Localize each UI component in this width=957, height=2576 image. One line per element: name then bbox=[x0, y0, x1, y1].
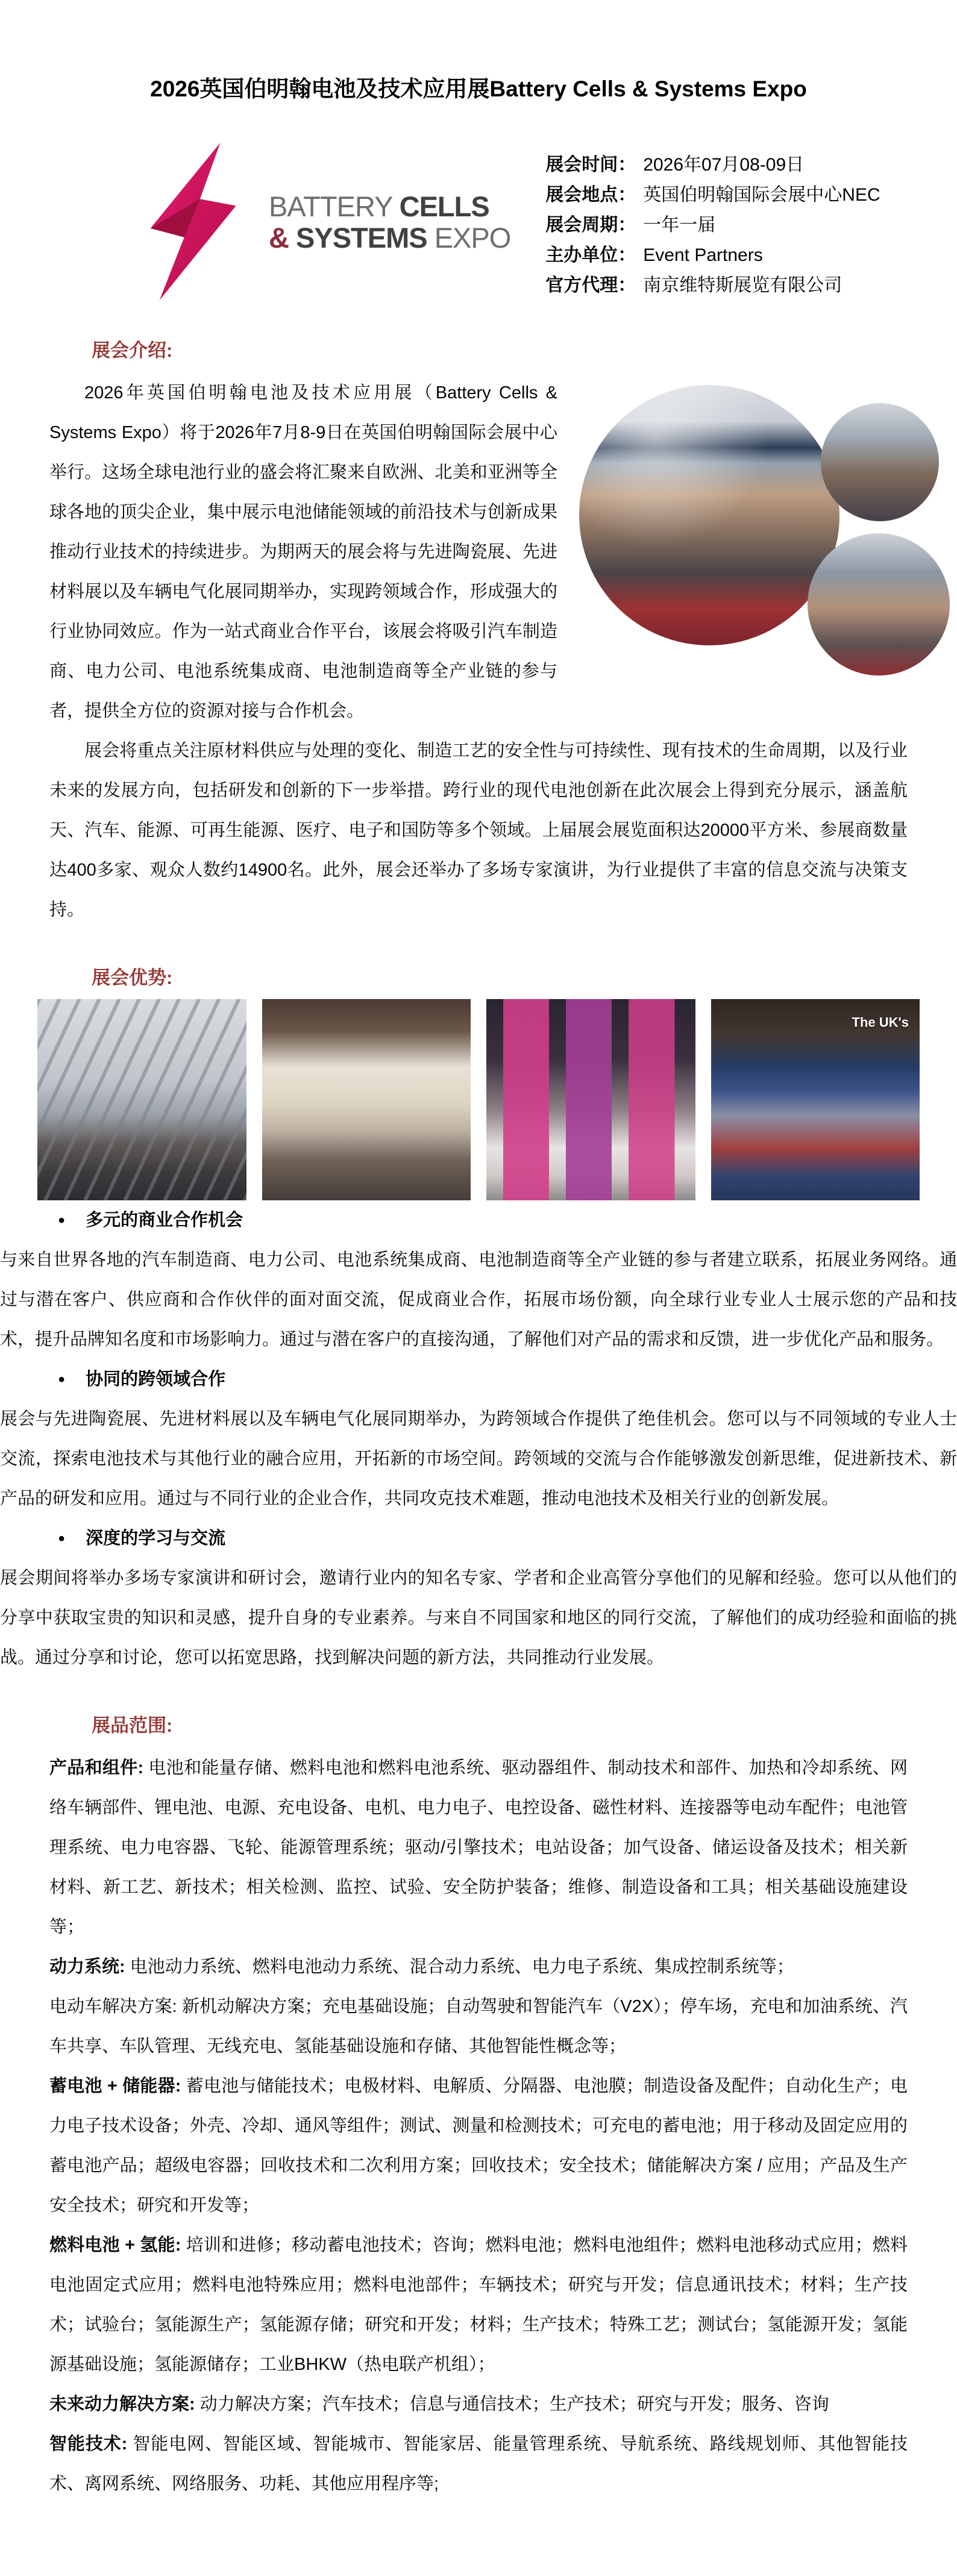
header bbox=[136, 143, 921, 302]
logo-word-battery: BATTERY bbox=[269, 190, 392, 222]
info-value-cycle: 一年一届 bbox=[643, 215, 716, 235]
section-heading-intro: 展会介绍: bbox=[92, 339, 173, 361]
advantage-title-text-3: 深度的学习与交流 bbox=[86, 1528, 226, 1548]
info-row-cycle bbox=[545, 210, 880, 240]
scope-label-ev-solutions: 电动车解决方案: bbox=[49, 1996, 177, 2016]
advantage-body-3: 展会期间将举办多场专家演讲和研讨会，邀请行业内的知名专家、学者和企业高管分享他们的见解和经验。您可以从他们的分享中获取宝贵的知识和灵感，提升自身的专业素养。与来自不同国家和地区的同行交流，了解他们的成功经验和面临的挑战。通过分享和讨论，您可以拓宽思路，找到解决问题的新方法，共同推动行业发展。 bbox=[0, 1568, 957, 1667]
crowd-photo-circle-small-top bbox=[821, 403, 939, 521]
scope-text-storage: 蓄电池与储能技术；电极材料、电解质、分隔器、电池膜；制造设备及配件；自动化生产；电力电子技术设备；外壳、冷却、通风等组件；测试、测量和检测技术；可充电的蓄电池；用于移动及固定应用的蓄电池产品；超级电容器；回收技术和二次利用方案；回收技术；安全技术；储能解决方案 / 应用；产品及生产安全技术；研究和开发等； bbox=[49, 2076, 908, 2215]
scope-text-products: 电池和能量存储、燃料电池和燃料电池系统、驱动器组件、制动技术和部件、加热和冷却系统、网络车辆部件、锂电池、电源、充电设备、电机、电力电子、电控设备、磁性材料、连接器等电动车配件；电池管理系统、电力电容器、飞轮、能源管理系统；驱动/引擎技术；电站设备；加气设备、储运设备及技术；相关新材料、新工艺、新技术；相关检测、监控、试验、安全防护装备；维修、制造设备和工具；相关基础设施建设等； bbox=[49, 1758, 908, 1937]
logo-wordmark bbox=[269, 191, 510, 254]
section-heading-advantages: 展会优势: bbox=[92, 967, 173, 988]
scope-text-smart-tech: 智能电网、智能区域、智能城市、智能家居、能量管理系统、导航系统、路线规划师、其他智能技术、离网系统、网络服务、功耗、其他应用程序等; bbox=[49, 2434, 908, 2493]
info-row-date bbox=[545, 150, 880, 180]
info-value-organizer: Event Partners bbox=[643, 245, 763, 265]
info-list bbox=[545, 150, 880, 301]
scope-label-storage: 蓄电池 + 储能器: bbox=[49, 2076, 181, 2096]
advantage-title-3 bbox=[49, 1518, 908, 1558]
scope-label-future-power: 未来动力解决方案: bbox=[49, 2394, 195, 2414]
bullet-icon: ● bbox=[58, 1213, 66, 1227]
intro-paragraph-2: 展会将重点关注原材料供应与处理的变化、制造工艺的安全性与可持续性、现有技术的生命周期，以及行业未来的发展方向，包括研发和创新的下一步举措。跨行业的现代电池创新在此次展会上得到充分展示，涵盖航天、汽车、能源、可再生能源、医疗、电子和国防等多个领域。上届展会展览面积达20000平方米、参展商数量达400多家、观众人数约14900名。此外，展会还举办了多场专家演讲，为行业提供了丰富的信息交流与决策支持。 bbox=[49, 741, 908, 920]
scope-text-fuelcell: 培训和进修；移动蓄电池技术；咨询；燃料电池；燃料电池组件；燃料电池移动式应用；燃料电池固定式应用；燃料电池特殊应用；燃料电池部件；车辆技术；研究与开发；信息通讯技术；材料；生产技术；试验台；氢能源生产；氢能源存储；研究和开发；材料；生产技术；特殊工艺；测试台；氢能源开发；氢能源基础设施；氢能源储存；工业BHKW（热电联产机组）； bbox=[49, 2235, 908, 2374]
advantage-item-3 bbox=[0, 1518, 957, 1678]
advantage-title-text-2: 协同的跨领域合作 bbox=[86, 1369, 226, 1389]
info-label-organizer: 主办单位： bbox=[545, 245, 636, 265]
scope-paragraph-products bbox=[49, 1748, 908, 1947]
crowd-photo-circle-small-bottom bbox=[808, 533, 950, 675]
logo-word-systems: SYSTEMS bbox=[296, 222, 427, 254]
advantage-item-1 bbox=[0, 1200, 957, 1359]
lightning-bolt-icon bbox=[136, 143, 253, 302]
crowd-photo-circle-large bbox=[579, 385, 839, 645]
bullet-icon: ● bbox=[58, 1531, 66, 1545]
bullet-icon: ● bbox=[58, 1372, 66, 1386]
bottom-whitespace bbox=[0, 2504, 957, 2576]
photo-panel-discussion bbox=[486, 999, 695, 1200]
intro-photo-cluster bbox=[579, 375, 908, 657]
advantage-body-2: 展会与先进陶瓷展、先进材料展以及车辆电气化展同期举办，为跨领域合作提供了绝佳机会。您可以与不同领域的专业人士交流，探索电池技术与其他行业的融合应用，开拓新的市场空间。跨领域的交流与合作能够激发创新思维，促进新技术、新产品的研发和应用。通过与不同行业的企业合作，共同攻克技术难题，推动电池技术及相关行业的创新发展。 bbox=[0, 1409, 957, 1508]
scope-section bbox=[49, 1748, 908, 2504]
logo-word-cells: CELLS bbox=[399, 190, 489, 222]
info-value-agent: 南京维特斯展览有限公司 bbox=[643, 275, 842, 295]
scope-label-products: 产品和组件: bbox=[49, 1758, 144, 1778]
scope-paragraph-fuelcell bbox=[49, 2225, 908, 2384]
scope-label-fuelcell: 燃料电池 + 氢能: bbox=[49, 2235, 181, 2255]
info-row-organizer bbox=[545, 240, 880, 271]
scope-text-future-power: 动力解决方案；汽车技术；信息与通信技术；生产技术；研究与开发；服务、咨询 bbox=[195, 2394, 829, 2414]
advantage-title-2 bbox=[49, 1359, 908, 1399]
scope-text-powertrain: 电池动力系统、燃料电池动力系统、混合动力系统、电力电子系统、集成控制系统等； bbox=[125, 1957, 794, 1976]
logo-word-expo: EXPO bbox=[434, 222, 511, 254]
info-label-venue: 展会地点： bbox=[545, 184, 636, 205]
photo-caption-text: The UK's bbox=[852, 1014, 909, 1030]
scope-paragraph-future-power bbox=[49, 2384, 908, 2424]
info-label-cycle: 展会周期： bbox=[545, 215, 636, 235]
logo-ampersand: & bbox=[269, 222, 289, 254]
section-heading-scope: 展品范围: bbox=[92, 1714, 173, 1736]
scope-paragraph-smart-tech bbox=[49, 2424, 908, 2504]
photo-exhibition-hall bbox=[37, 999, 246, 1200]
info-label-date: 展会时间： bbox=[545, 154, 636, 175]
info-row-agent bbox=[545, 271, 880, 301]
battery-cells-expo-logo bbox=[136, 143, 510, 302]
photo-expo-booths bbox=[262, 999, 471, 1200]
intro-paragraph-1: 2026年英国伯明翰电池及技术应用展（Battery Cells & Systems Expo）将于2026年7月8-9日在英国伯明翰国际会展中心举行。这场全球电池行业的盛会将汇聚来自欧洲、北美和亚洲等全球各地的顶尖企业，集中展示电池储能领域的前沿技术与创新成果推动行业技术的持续进步。为期两天的展会将与先进陶瓷展、先进材料展以及车辆电气化展同期举办，实现跨领域合作，形成强大的行业协同效应。作为一站式商业合作平台，该展会将吸引汽车制造商、电力公司、电池系统集成商、电池制造商等全产业链的参与者，提供全方位的资源对接与合作机会。 bbox=[49, 383, 557, 721]
scope-text-ev-solutions: 新机动解决方案；充电基础设施；自动驾驶和智能汽车（V2X）；停车场，充电和加油系统、汽车共享、车队管理、无线充电、氢能基础设施和存储、其他智能性概念等； bbox=[49, 1996, 908, 2056]
scope-paragraph-ev-solutions bbox=[49, 1987, 908, 2066]
scope-paragraph-storage bbox=[49, 2066, 908, 2225]
info-value-venue: 英国伯明翰国际会展中心NEC bbox=[643, 184, 880, 205]
advantage-title-1 bbox=[49, 1200, 908, 1240]
page-title: 2026英国伯明翰电池及技术应用展Battery Cells & Systems Expo bbox=[150, 76, 807, 101]
info-label-agent: 官方代理： bbox=[545, 275, 636, 295]
advantage-item-2 bbox=[0, 1359, 957, 1518]
advantage-title-text-1: 多元的商业合作机会 bbox=[86, 1210, 243, 1230]
info-row-venue bbox=[545, 180, 880, 210]
advantage-body-1: 与来自世界各地的汽车制造商、电力公司、电池系统集成商、电池制造商等全产业链的参与者建立联系，拓展业务网络。通过与潜在客户、供应商和合作伙伴的面对面交流，促成商业合作，拓展市场份额，向全球行业专业人士展示您的产品和技术，提升品牌知名度和市场影响力。通过与潜在客户的直接沟通，了解他们对产品的需求和反馈，进一步优化产品和服务。 bbox=[0, 1250, 957, 1349]
intro-section bbox=[49, 373, 908, 930]
scope-paragraph-powertrain bbox=[49, 1947, 908, 1987]
scope-label-smart-tech: 智能技术: bbox=[49, 2434, 128, 2454]
advantages-photo-strip bbox=[37, 999, 920, 1200]
scope-label-powertrain: 动力系统: bbox=[49, 1957, 125, 1976]
photo-conference-tables bbox=[711, 999, 920, 1200]
info-value-date: 2026年07月08-09日 bbox=[643, 154, 805, 175]
